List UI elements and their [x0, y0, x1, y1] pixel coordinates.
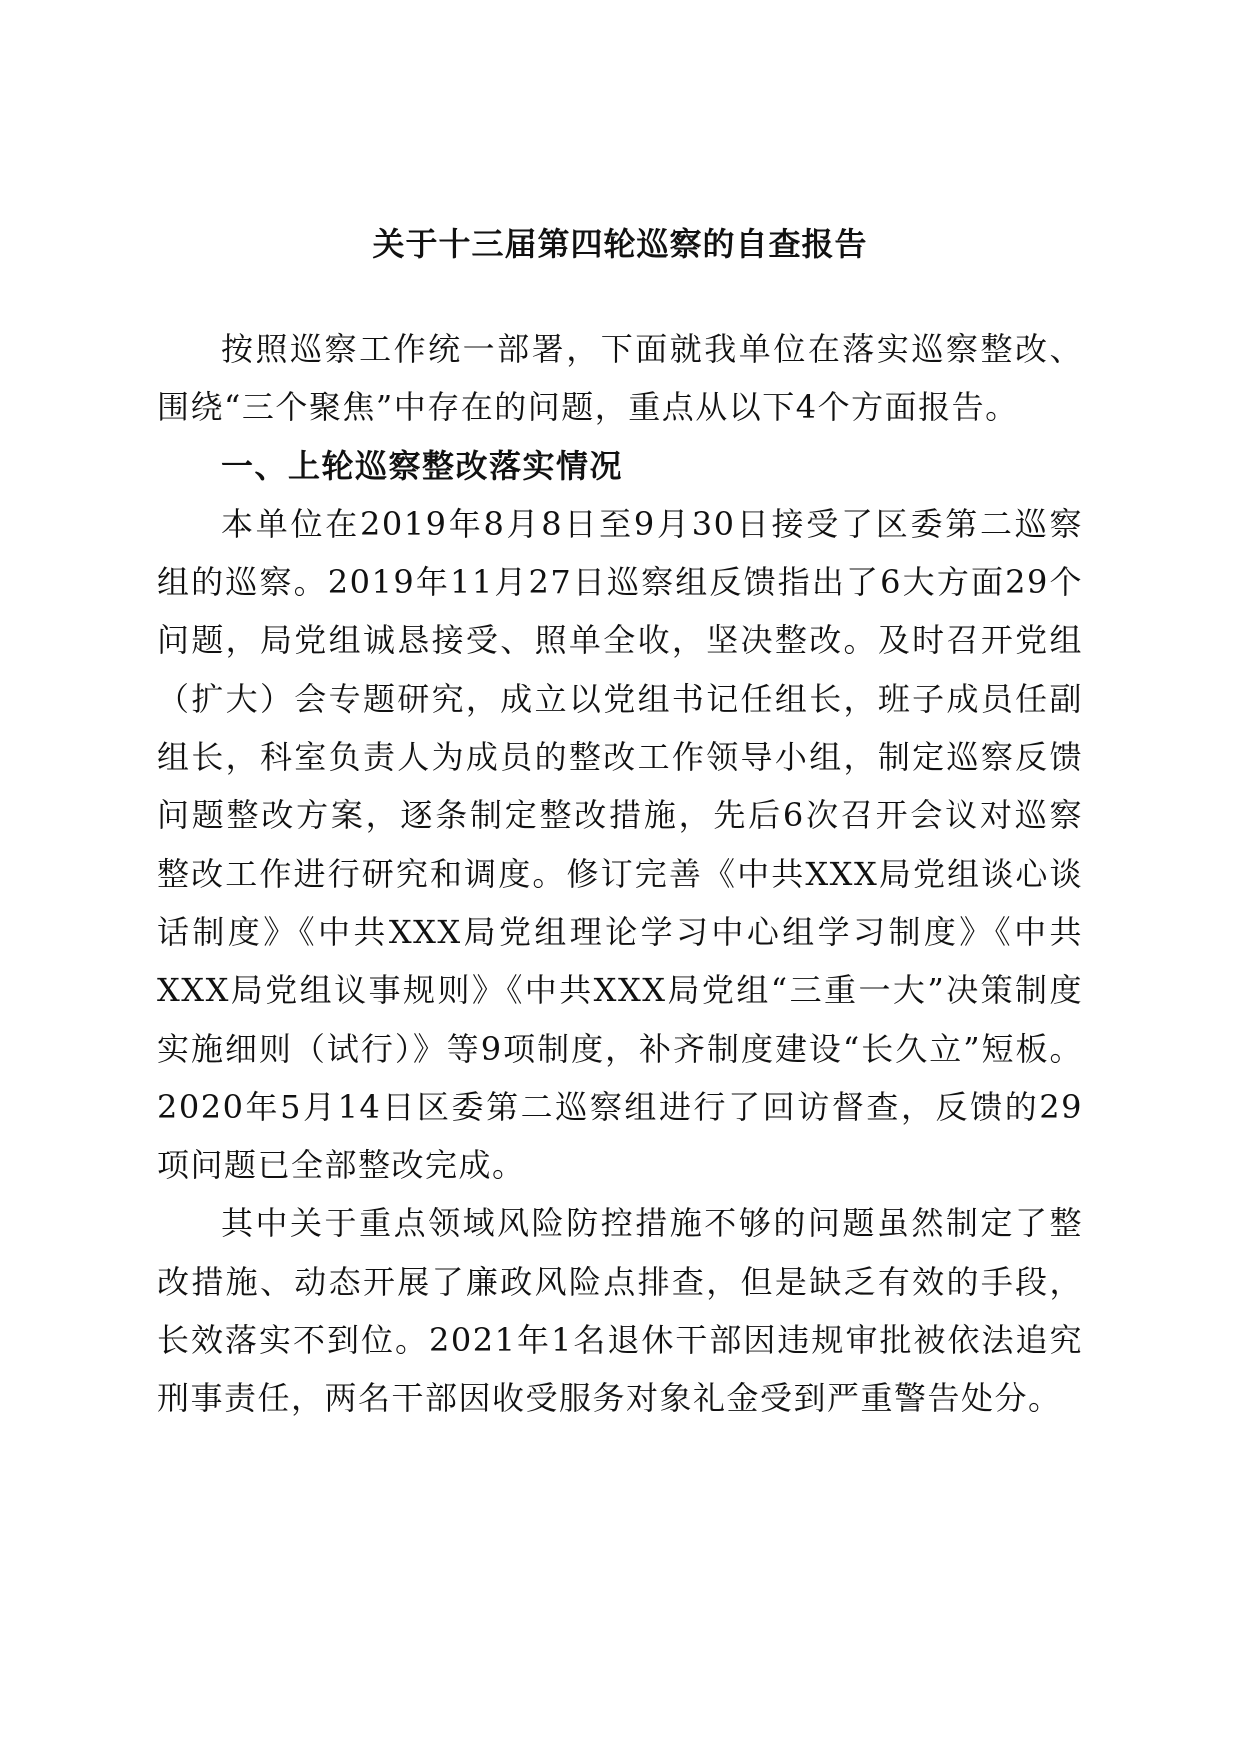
section-paragraph-2: 其中关于重点领域风险防控措施不够的问题虽然制定了整改措施、动态开展了廉政风险点排查，但是缺乏有效的手段，长效落实不到位。2021年1名退休干部因违规审批被依法追究刑事责任，两名干部因收受服务对象礼金受到严重警告处分。 [157, 1204, 1083, 1418]
document-body [157, 320, 1083, 1428]
section-heading: 一、上轮巡察整改落实情况 [221, 446, 624, 485]
section-paragraph-1: 本单位在2019年8月8日至9月30日接受了区委第二巡察组的巡察。2019年11月27日巡察组反馈指出了6大方面29个问题，局党组诚恳接受、照单全收，坚决整改。及时召开党组（扩大）会专题研究，成立以党组书记任组长，班子成员任副组长，科室负责人为成员的整改工作领导小组，制定巡察反馈问题整改方案，逐条制定整改措施，先后6次召开会议对巡察整改工作进行研究和调度。修订完善《中共XXX局党组谈心谈话制度》《中共XXX局党组理论学习中心组学习制度》《中共XXX局党组议事规则》《中共XXX局党组“三重一大”决策制度实施细则（试行）》等9项制度，补齐制度建设“长久立”短板。2020年5月14日区委第二巡察组进行了回访督查，反馈的29项问题已全部整改完成。 [157, 504, 1083, 1185]
intro-paragraph: 按照巡察工作统一部署，下面就我单位在落实巡察整改、围绕“三个聚焦”中存在的问题，重点从以下4个方面报告。 [157, 330, 1083, 427]
document-title: 关于十三届第四轮巡察的自查报告 [372, 225, 868, 263]
